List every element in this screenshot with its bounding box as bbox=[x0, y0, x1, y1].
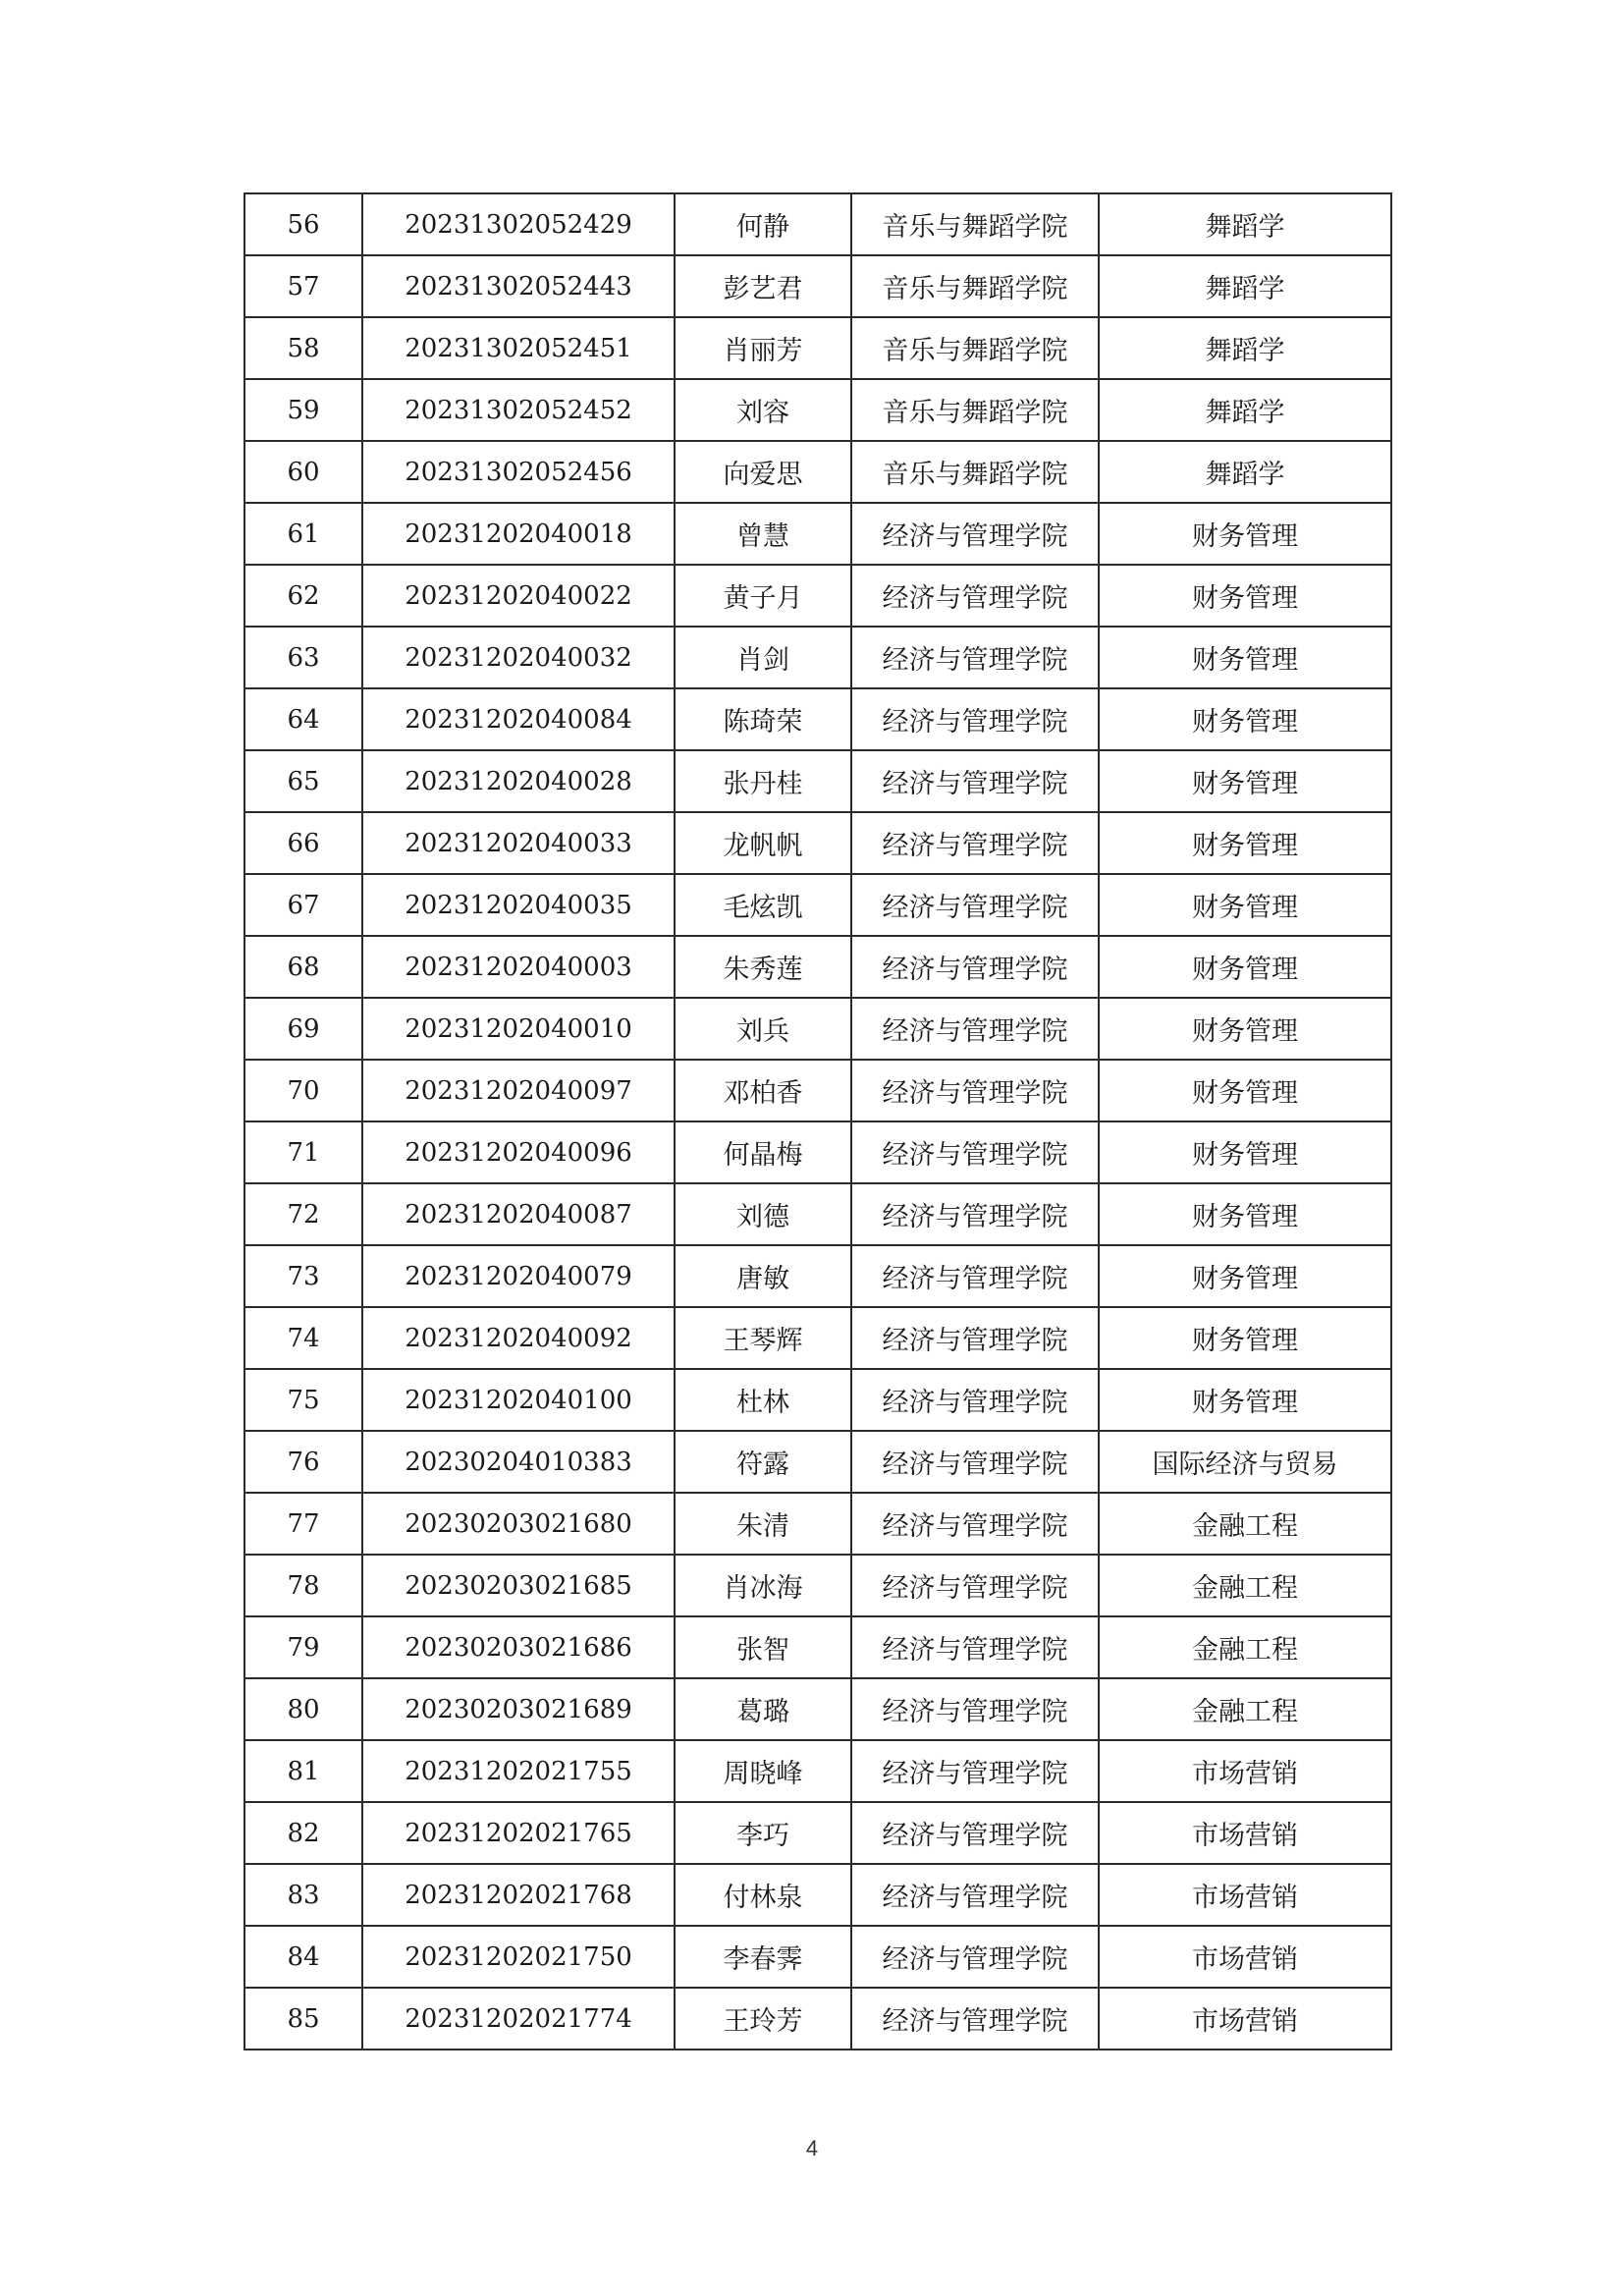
major-cell: 财务管理 bbox=[1099, 1060, 1391, 1121]
major-cell: 财务管理 bbox=[1099, 688, 1391, 750]
student-id-cell: 20231202040087 bbox=[362, 1183, 675, 1245]
student-name-cell: 刘德 bbox=[675, 1183, 851, 1245]
student-name-cell: 彭艺君 bbox=[675, 255, 851, 317]
student-id-cell: 20231202040033 bbox=[362, 812, 675, 874]
student-id-cell: 20231202021768 bbox=[362, 1864, 675, 1926]
student-id-cell: 20231202040097 bbox=[362, 1060, 675, 1121]
row-number-cell: 57 bbox=[244, 255, 362, 317]
college-cell: 经济与管理学院 bbox=[851, 1802, 1099, 1864]
table-row bbox=[244, 1616, 1391, 1678]
student-id-cell: 20231202040035 bbox=[362, 874, 675, 936]
student-id-cell: 20231302052429 bbox=[362, 193, 675, 255]
college-cell: 经济与管理学院 bbox=[851, 1740, 1099, 1802]
row-number-cell: 62 bbox=[244, 565, 362, 627]
table-row bbox=[244, 1431, 1391, 1493]
table-row bbox=[244, 255, 1391, 317]
college-cell: 经济与管理学院 bbox=[851, 1988, 1099, 2050]
student-id-cell: 20231202040028 bbox=[362, 750, 675, 812]
major-cell: 舞蹈学 bbox=[1099, 317, 1391, 379]
college-cell: 音乐与舞蹈学院 bbox=[851, 441, 1099, 503]
roster-table-body bbox=[244, 193, 1391, 2050]
major-cell: 金融工程 bbox=[1099, 1616, 1391, 1678]
college-cell: 经济与管理学院 bbox=[851, 1555, 1099, 1616]
major-cell: 金融工程 bbox=[1099, 1555, 1391, 1616]
row-number-cell: 77 bbox=[244, 1493, 362, 1555]
student-name-cell: 朱清 bbox=[675, 1493, 851, 1555]
college-cell: 经济与管理学院 bbox=[851, 1245, 1099, 1307]
student-name-cell: 杜林 bbox=[675, 1369, 851, 1431]
row-number-cell: 56 bbox=[244, 193, 362, 255]
student-id-cell: 20231302052456 bbox=[362, 441, 675, 503]
row-number-cell: 68 bbox=[244, 936, 362, 998]
college-cell: 经济与管理学院 bbox=[851, 688, 1099, 750]
row-number-cell: 83 bbox=[244, 1864, 362, 1926]
major-cell: 财务管理 bbox=[1099, 750, 1391, 812]
row-number-cell: 80 bbox=[244, 1678, 362, 1740]
student-name-cell: 何静 bbox=[675, 193, 851, 255]
major-cell: 财务管理 bbox=[1099, 998, 1391, 1060]
major-cell: 国际经济与贸易 bbox=[1099, 1431, 1391, 1493]
student-name-cell: 张智 bbox=[675, 1616, 851, 1678]
major-cell: 金融工程 bbox=[1099, 1678, 1391, 1740]
major-cell: 财务管理 bbox=[1099, 1369, 1391, 1431]
row-number-cell: 71 bbox=[244, 1121, 362, 1183]
major-cell: 财务管理 bbox=[1099, 1121, 1391, 1183]
student-id-cell: 20230203021680 bbox=[362, 1493, 675, 1555]
student-id-cell: 20231302052443 bbox=[362, 255, 675, 317]
table-row bbox=[244, 1493, 1391, 1555]
table-row bbox=[244, 1245, 1391, 1307]
major-cell: 财务管理 bbox=[1099, 1183, 1391, 1245]
table-row bbox=[244, 1369, 1391, 1431]
major-cell: 市场营销 bbox=[1099, 1802, 1391, 1864]
student-id-cell: 20231202040092 bbox=[362, 1307, 675, 1369]
major-cell: 财务管理 bbox=[1099, 936, 1391, 998]
college-cell: 经济与管理学院 bbox=[851, 1121, 1099, 1183]
college-cell: 经济与管理学院 bbox=[851, 1678, 1099, 1740]
major-cell: 财务管理 bbox=[1099, 874, 1391, 936]
table-row bbox=[244, 317, 1391, 379]
major-cell: 市场营销 bbox=[1099, 1740, 1391, 1802]
row-number-cell: 84 bbox=[244, 1926, 362, 1988]
table-row bbox=[244, 936, 1391, 998]
table-row bbox=[244, 1183, 1391, 1245]
college-cell: 经济与管理学院 bbox=[851, 1060, 1099, 1121]
student-id-cell: 20231202021755 bbox=[362, 1740, 675, 1802]
table-row bbox=[244, 503, 1391, 565]
student-name-cell: 肖丽芳 bbox=[675, 317, 851, 379]
major-cell: 市场营销 bbox=[1099, 1988, 1391, 2050]
row-number-cell: 69 bbox=[244, 998, 362, 1060]
row-number-cell: 67 bbox=[244, 874, 362, 936]
major-cell: 舞蹈学 bbox=[1099, 441, 1391, 503]
college-cell: 经济与管理学院 bbox=[851, 1369, 1099, 1431]
major-cell: 舞蹈学 bbox=[1099, 379, 1391, 441]
major-cell: 市场营销 bbox=[1099, 1926, 1391, 1988]
college-cell: 经济与管理学院 bbox=[851, 1926, 1099, 1988]
table-row bbox=[244, 1864, 1391, 1926]
table-row bbox=[244, 812, 1391, 874]
student-name-cell: 符露 bbox=[675, 1431, 851, 1493]
college-cell: 经济与管理学院 bbox=[851, 1307, 1099, 1369]
major-cell: 市场营销 bbox=[1099, 1864, 1391, 1926]
table-row bbox=[244, 1678, 1391, 1740]
row-number-cell: 65 bbox=[244, 750, 362, 812]
page-number: 4 bbox=[805, 2136, 819, 2160]
college-cell: 经济与管理学院 bbox=[851, 936, 1099, 998]
student-id-cell: 20231202021750 bbox=[362, 1926, 675, 1988]
row-number-cell: 63 bbox=[244, 627, 362, 688]
major-cell: 财务管理 bbox=[1099, 1245, 1391, 1307]
row-number-cell: 70 bbox=[244, 1060, 362, 1121]
row-number-cell: 64 bbox=[244, 688, 362, 750]
student-name-cell: 何晶梅 bbox=[675, 1121, 851, 1183]
college-cell: 经济与管理学院 bbox=[851, 565, 1099, 627]
student-name-cell: 李巧 bbox=[675, 1802, 851, 1864]
row-number-cell: 79 bbox=[244, 1616, 362, 1678]
student-name-cell: 陈琦荣 bbox=[675, 688, 851, 750]
college-cell: 经济与管理学院 bbox=[851, 1864, 1099, 1926]
college-cell: 经济与管理学院 bbox=[851, 1183, 1099, 1245]
student-id-cell: 20231202021765 bbox=[362, 1802, 675, 1864]
student-id-cell: 20231202040003 bbox=[362, 936, 675, 998]
college-cell: 经济与管理学院 bbox=[851, 1431, 1099, 1493]
student-name-cell: 朱秀莲 bbox=[675, 936, 851, 998]
student-name-cell: 唐敏 bbox=[675, 1245, 851, 1307]
table-row bbox=[244, 627, 1391, 688]
student-id-cell: 20231202021774 bbox=[362, 1988, 675, 2050]
row-number-cell: 85 bbox=[244, 1988, 362, 2050]
row-number-cell: 81 bbox=[244, 1740, 362, 1802]
student-id-cell: 20230203021689 bbox=[362, 1678, 675, 1740]
student-id-cell: 20231202040079 bbox=[362, 1245, 675, 1307]
row-number-cell: 66 bbox=[244, 812, 362, 874]
student-name-cell: 毛炫凯 bbox=[675, 874, 851, 936]
student-name-cell: 黄子月 bbox=[675, 565, 851, 627]
table-row bbox=[244, 379, 1391, 441]
table-row bbox=[244, 1926, 1391, 1988]
college-cell: 音乐与舞蹈学院 bbox=[851, 317, 1099, 379]
student-name-cell: 张丹桂 bbox=[675, 750, 851, 812]
student-id-cell: 20230203021686 bbox=[362, 1616, 675, 1678]
row-number-cell: 74 bbox=[244, 1307, 362, 1369]
college-cell: 音乐与舞蹈学院 bbox=[851, 255, 1099, 317]
student-id-cell: 20231202040084 bbox=[362, 688, 675, 750]
table-row bbox=[244, 1060, 1391, 1121]
row-number-cell: 61 bbox=[244, 503, 362, 565]
row-number-cell: 78 bbox=[244, 1555, 362, 1616]
table-row bbox=[244, 1555, 1391, 1616]
table-row bbox=[244, 1307, 1391, 1369]
student-id-cell: 20231202040018 bbox=[362, 503, 675, 565]
student-name-cell: 曾慧 bbox=[675, 503, 851, 565]
table-row bbox=[244, 998, 1391, 1060]
table-row bbox=[244, 750, 1391, 812]
student-id-cell: 20231202040010 bbox=[362, 998, 675, 1060]
table-row bbox=[244, 441, 1391, 503]
college-cell: 经济与管理学院 bbox=[851, 1493, 1099, 1555]
row-number-cell: 72 bbox=[244, 1183, 362, 1245]
major-cell: 舞蹈学 bbox=[1099, 193, 1391, 255]
college-cell: 经济与管理学院 bbox=[851, 812, 1099, 874]
college-cell: 音乐与舞蹈学院 bbox=[851, 379, 1099, 441]
college-cell: 经济与管理学院 bbox=[851, 874, 1099, 936]
student-name-cell: 葛璐 bbox=[675, 1678, 851, 1740]
student-name-cell: 向爱思 bbox=[675, 441, 851, 503]
student-name-cell: 周晓峰 bbox=[675, 1740, 851, 1802]
student-name-cell: 刘容 bbox=[675, 379, 851, 441]
student-id-cell: 20231302052452 bbox=[362, 379, 675, 441]
table-row bbox=[244, 874, 1391, 936]
college-cell: 经济与管理学院 bbox=[851, 750, 1099, 812]
row-number-cell: 82 bbox=[244, 1802, 362, 1864]
college-cell: 经济与管理学院 bbox=[851, 627, 1099, 688]
row-number-cell: 59 bbox=[244, 379, 362, 441]
major-cell: 财务管理 bbox=[1099, 503, 1391, 565]
college-cell: 经济与管理学院 bbox=[851, 1616, 1099, 1678]
table-row bbox=[244, 1802, 1391, 1864]
major-cell: 舞蹈学 bbox=[1099, 255, 1391, 317]
row-number-cell: 75 bbox=[244, 1369, 362, 1431]
student-name-cell: 龙帆帆 bbox=[675, 812, 851, 874]
table-row bbox=[244, 1121, 1391, 1183]
student-name-cell: 王琴辉 bbox=[675, 1307, 851, 1369]
student-id-cell: 20231202040100 bbox=[362, 1369, 675, 1431]
row-number-cell: 76 bbox=[244, 1431, 362, 1493]
table-row bbox=[244, 688, 1391, 750]
college-cell: 音乐与舞蹈学院 bbox=[851, 193, 1099, 255]
student-roster-table bbox=[244, 192, 1392, 2050]
major-cell: 财务管理 bbox=[1099, 812, 1391, 874]
student-name-cell: 邓柏香 bbox=[675, 1060, 851, 1121]
major-cell: 财务管理 bbox=[1099, 627, 1391, 688]
table-row bbox=[244, 565, 1391, 627]
college-cell: 经济与管理学院 bbox=[851, 503, 1099, 565]
student-id-cell: 20231202040022 bbox=[362, 565, 675, 627]
row-number-cell: 73 bbox=[244, 1245, 362, 1307]
student-name-cell: 李春霁 bbox=[675, 1926, 851, 1988]
student-name-cell: 刘兵 bbox=[675, 998, 851, 1060]
table-row bbox=[244, 1740, 1391, 1802]
student-id-cell: 20231202040096 bbox=[362, 1121, 675, 1183]
student-name-cell: 王玲芳 bbox=[675, 1988, 851, 2050]
row-number-cell: 58 bbox=[244, 317, 362, 379]
major-cell: 财务管理 bbox=[1099, 565, 1391, 627]
college-cell: 经济与管理学院 bbox=[851, 998, 1099, 1060]
student-id-cell: 20230204010383 bbox=[362, 1431, 675, 1493]
student-id-cell: 20231302052451 bbox=[362, 317, 675, 379]
student-name-cell: 肖剑 bbox=[675, 627, 851, 688]
table-row bbox=[244, 1988, 1391, 2050]
major-cell: 金融工程 bbox=[1099, 1493, 1391, 1555]
student-name-cell: 付林泉 bbox=[675, 1864, 851, 1926]
table-row bbox=[244, 193, 1391, 255]
student-id-cell: 20231202040032 bbox=[362, 627, 675, 688]
major-cell: 财务管理 bbox=[1099, 1307, 1391, 1369]
student-id-cell: 20230203021685 bbox=[362, 1555, 675, 1616]
student-name-cell: 肖冰海 bbox=[675, 1555, 851, 1616]
row-number-cell: 60 bbox=[244, 441, 362, 503]
